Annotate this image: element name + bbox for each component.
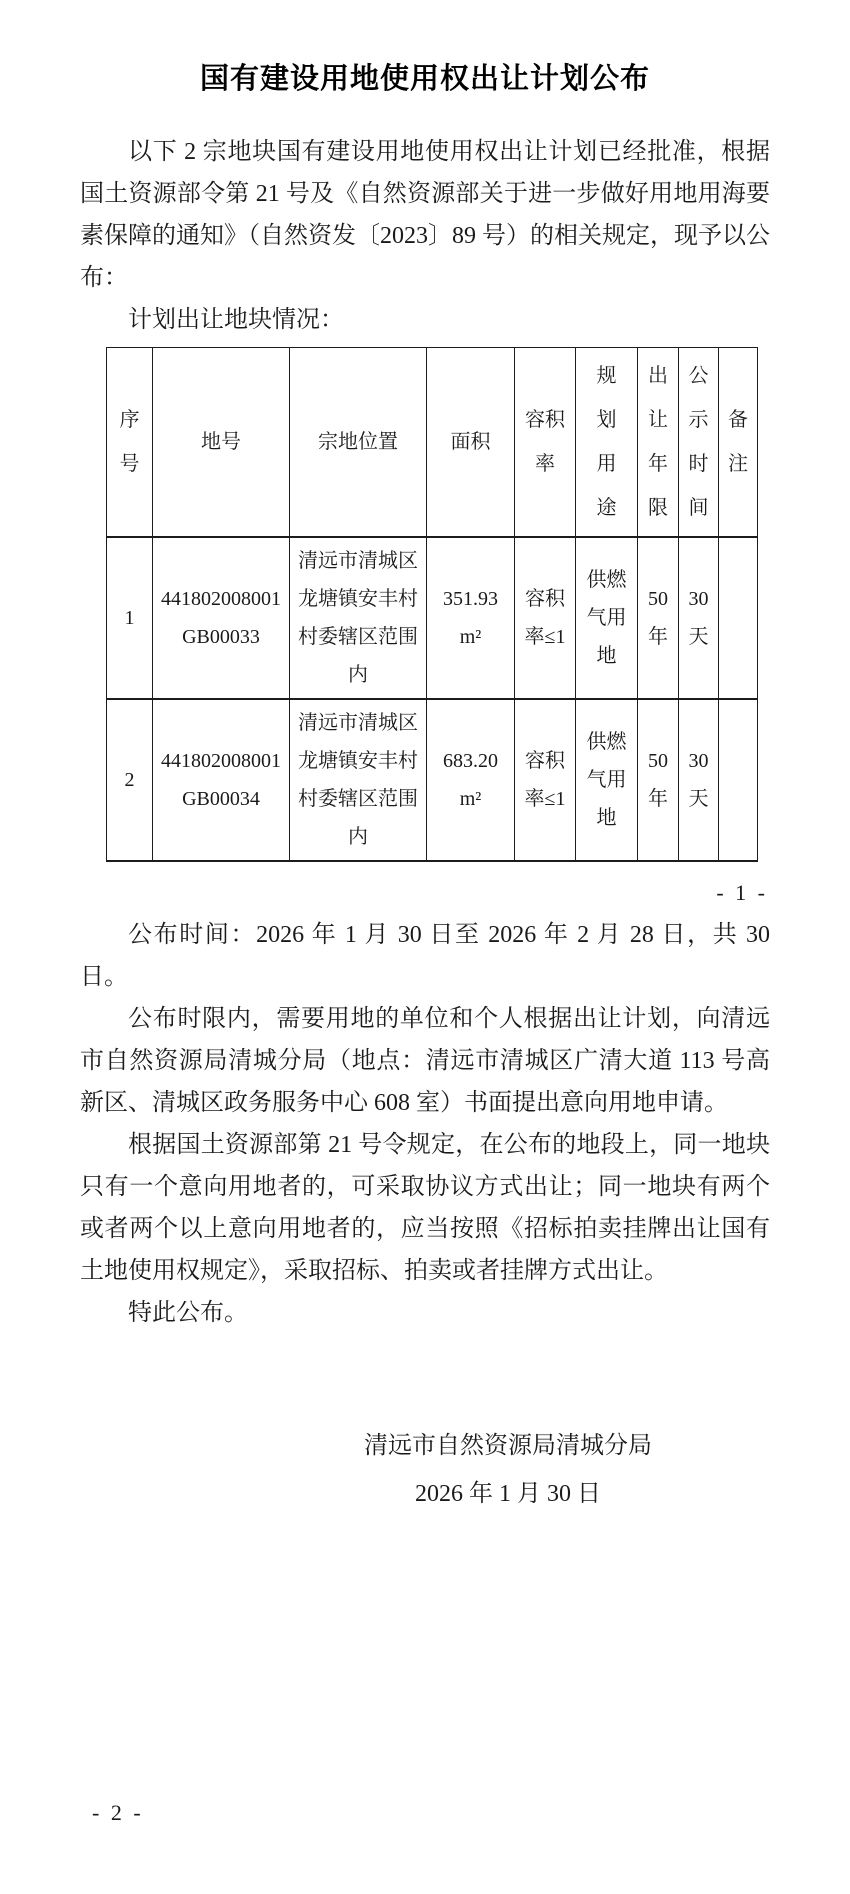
cell-remark [719, 537, 758, 699]
cell-area [427, 537, 515, 699]
table-row [107, 537, 758, 699]
cell-area-value: 351.93 [443, 588, 498, 610]
cell-area [427, 699, 515, 861]
page-number-1: - 1 - [716, 880, 768, 905]
header-parcel-no: 地号 [153, 348, 290, 538]
cell-area-value: 683.20 [443, 750, 498, 772]
cell-plot-ratio: 容积率≤1 [515, 699, 576, 861]
header-publicity-period: 公示时间 [679, 348, 719, 538]
land-parcel-table [106, 347, 758, 862]
header-remark: 备注 [719, 348, 758, 538]
signature-org: 清远市自然资源局清城分局 [364, 1433, 652, 1459]
signature-block [364, 1422, 652, 1518]
document-title: 国有建设用地使用权出让计划公布 [199, 63, 650, 95]
cell-location: 清远市清城区龙塘镇安丰村村委辖区范围内 [290, 699, 427, 861]
cell-tenure: 50年 [638, 537, 679, 699]
cell-location: 清远市清城区龙塘镇安丰村村委辖区范围内 [290, 537, 427, 699]
cell-planned-use: 供燃气用地 [576, 537, 638, 699]
intro-paragraph: 以下 2 宗地块国有建设用地使用权出让计划已经批准，根据国土资源部令第 21 号及《自然资源部关于进一步做好用地用海要素保障的通知》（自然资发〔2023〕89 号）的相关规定，现予以公布： [80, 139, 770, 291]
cell-publicity-period: 30天 [679, 699, 719, 861]
rules-paragraph: 根据国土资源部第 21 号令规定，在公布的地段上，同一地块只有一个意向用地者的，可采取协议方式出让；同一地块有两个或者两个以上意向用地者的，应当按照《招标拍卖挂牌出让国有土地使用权规定》，采取招标、拍卖或者挂牌方式出让。 [80, 1132, 770, 1284]
cell-seq: 1 [107, 537, 153, 699]
header-planned-use: 规划用途 [576, 348, 638, 538]
cell-publicity-period: 30天 [679, 537, 719, 699]
table-row [107, 699, 758, 861]
cell-area-unit: m² [459, 788, 482, 810]
header-seq: 序号 [107, 348, 153, 538]
page-number-2: - 2 - [92, 1800, 144, 1825]
cell-tenure: 50年 [638, 699, 679, 861]
header-area: 面积 [427, 348, 515, 538]
table-header-row [107, 348, 758, 538]
signature-date: 2026 年 1 月 30 日 [415, 1481, 601, 1507]
table-caption: 计划出让地块情况： [128, 307, 344, 333]
closing-paragraph: 特此公布。 [128, 1300, 248, 1326]
cell-parcel-no: 441802008001 GB00034 [153, 699, 290, 861]
cell-parcel-no: 441802008001 GB00033 [153, 537, 290, 699]
publish-time-paragraph: 公布时间：2026 年 1 月 30 日至 2026 年 2 月 28 日，共 30 日。 [80, 922, 770, 990]
application-paragraph: 公布时限内，需要用地的单位和个人根据出让计划，向清远市自然资源局清城分局（地点：清远市清城区广清大道 113 号高新区、清城区政务服务中心 608 室）书面提出意向用地申请。 [80, 1006, 770, 1116]
header-tenure: 出让年限 [638, 348, 679, 538]
cell-remark [719, 699, 758, 861]
cell-planned-use: 供燃气用地 [576, 699, 638, 861]
cell-plot-ratio: 容积率≤1 [515, 537, 576, 699]
cell-area-unit: m² [459, 626, 482, 648]
header-location: 宗地位置 [290, 348, 427, 538]
header-plot-ratio: 容积率 [515, 348, 576, 538]
cell-seq: 2 [107, 699, 153, 861]
